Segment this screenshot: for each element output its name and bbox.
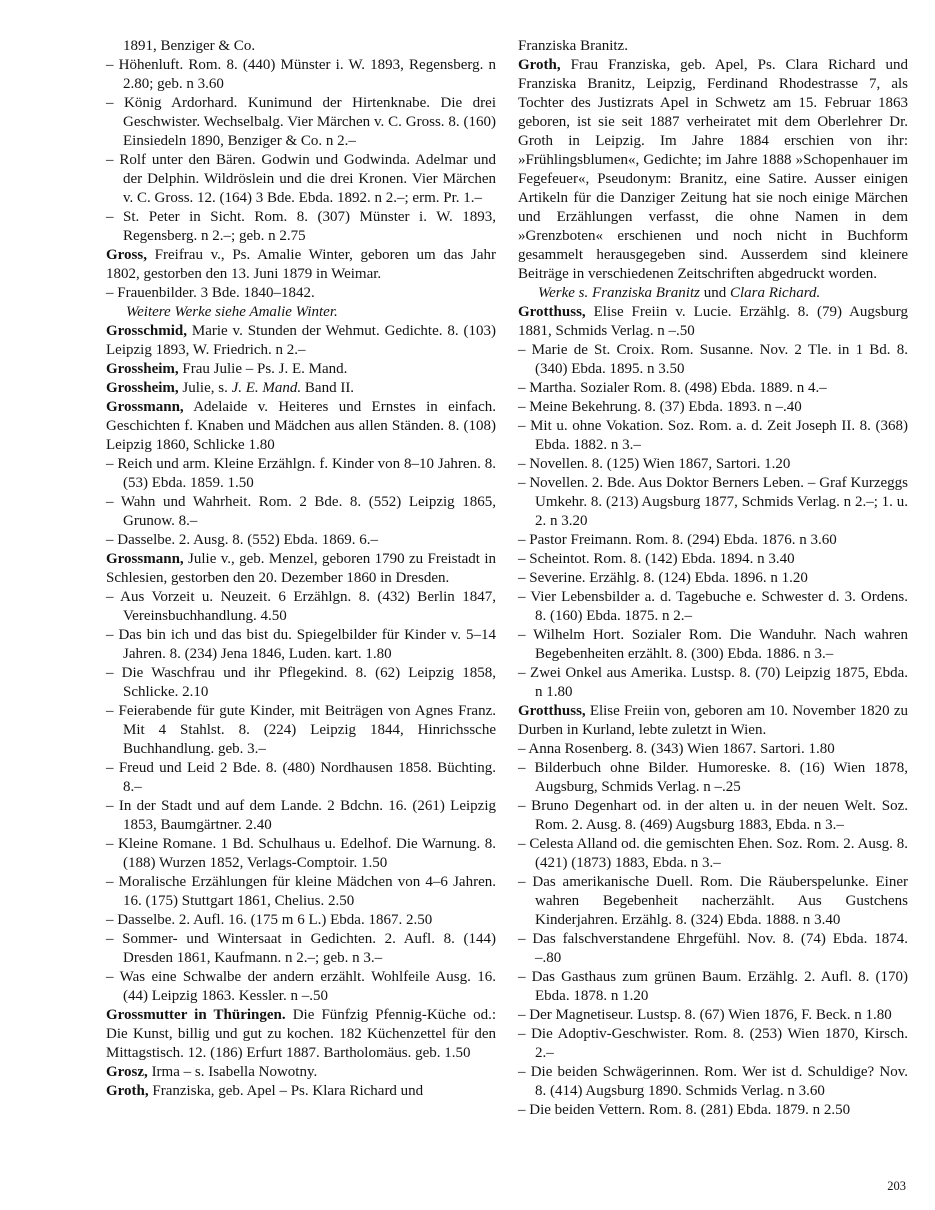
work-item — [518, 1025, 908, 1063]
right-column — [518, 37, 908, 1120]
italic-text-run: J. E. Mand. — [231, 380, 302, 396]
work-item — [106, 531, 496, 550]
text-run: Elise Freiin v. Lucie. Erzählg. 8. (79) Augsburg 1881, Schmids Verlag. n –.50 — [518, 304, 908, 339]
work-item — [106, 911, 496, 930]
text-run: – Frauenbilder. 3 Bde. 1840–1842. — [106, 285, 315, 301]
work-item — [106, 626, 496, 664]
text-run: Adelaide v. Heiteres und Ernstes in einfach. Geschichten f. Knaben und Mädchen aus allen Ständen. 8. (108) Leipzig 1860, Schlicke 1.80 — [106, 399, 496, 453]
work-item — [518, 398, 908, 417]
text-run: – Vier Lebensbilder a. d. Tagebuche e. Schwester d. 3. Ordens. 8. (160) Ebda. 1875. n 2.– — [518, 589, 908, 624]
text-run: – Celesta Alland od. die gemischten Ehen. Soz. Rom. 2. Ausg. 8. (421) (1873) 1883, Ebda. n 3.– — [518, 836, 908, 871]
work-item — [106, 702, 496, 759]
italic-text-run: Werke s. — [538, 285, 593, 301]
left-column — [106, 37, 496, 1120]
text-run: – Dasselbe. 2. Aufl. 16. (175 m 6 L.) Ebda. 1867. 2.50 — [106, 912, 433, 928]
work-item — [518, 1101, 908, 1120]
text-run: – Die beiden Vettern. Rom. 8. (281) Ebda. 1879. n 2.50 — [518, 1102, 851, 1118]
text-run: Die Fünfzig Pfennig-Küche od.: Die Kunst, billig und gut zu kochen. 182 Küchenzettel für den Mittagstisch. 12. (186) Erfurt 1887. Bartholomäus. geb. 1.50 — [106, 1007, 497, 1061]
work-item — [518, 417, 908, 455]
work-item — [518, 455, 908, 474]
see-also-note — [518, 284, 908, 303]
entry-paragraph — [106, 322, 496, 360]
work-item — [106, 94, 496, 151]
entry-paragraph — [106, 1082, 496, 1101]
text-run: Frau Julie – Ps. J. E. Mand. — [178, 361, 348, 377]
author-name: Grosz, — [106, 1064, 148, 1080]
text-run: – Die Waschfrau und ihr Pflegekind. 8. (62) Leipzig 1858, Schlicke. 2.10 — [106, 665, 496, 700]
text-run: – Freud und Leid 2 Bde. 8. (480) Nordhausen 1858. Büchting. 8.– — [106, 760, 496, 795]
text-run: – Rolf unter den Bären. Godwin und Godwinda. Adelmar und der Delphin. Wildröslein und die drei Kronen. Vier Märchen v. C. Gross. 12. (164) 3 Bde. Ebda. 1892. n 2.–; erm. Pr. 1.– — [106, 152, 496, 206]
author-name: Grotthuss, — [518, 703, 586, 719]
text-run: – Die Adoptiv-Geschwister. Rom. 8. (253) Wien 1870, Kirsch. 2.– — [518, 1026, 908, 1061]
author-name: Groth, — [106, 1083, 149, 1099]
text-run: – Dasselbe. 2. Ausg. 8. (552) Ebda. 1869. 6.– — [106, 532, 379, 548]
entry-paragraph — [518, 702, 908, 740]
work-item — [518, 569, 908, 588]
work-item — [106, 873, 496, 911]
italic-text-run: Weitere Werke siehe Amalie Winter. — [126, 304, 338, 320]
work-item — [518, 664, 908, 702]
entry-paragraph — [106, 550, 496, 588]
text-run: Julie, s. — [178, 380, 232, 396]
text-run: – Pastor Freimann. Rom. 8. (294) Ebda. 1876. n 3.60 — [518, 532, 837, 548]
author-name: Grosschmid, — [106, 323, 187, 339]
text-line — [518, 37, 908, 56]
text-run: – Anna Rosenberg. 8. (343) Wien 1867. Sartori. 1.80 — [518, 741, 835, 757]
text-run: – Wilhelm Hort. Sozialer Rom. Die Wanduhr. Nach wahren Begebenheiten erzählt. 8. (300) Ebda. 1886. n 3.– — [518, 627, 908, 662]
work-item — [518, 835, 908, 873]
text-run: Franziska Branitz. — [518, 38, 628, 54]
work-item — [106, 284, 496, 303]
work-item — [518, 379, 908, 398]
text-run: – Was eine Schwalbe der andern erzählt. Wohlfeile Ausg. 16. (44) Leipzig 1863. Kessler. n –.50 — [106, 969, 496, 1004]
text-run: – Feierabende für gute Kinder, mit Beiträgen von Agnes Franz. Mit 4 Stahlst. 8. (224) Leipzig 1844, Hinrichssche Buchhandlung. geb. 3.– — [106, 703, 496, 757]
text-run: – Marie de St. Croix. Rom. Susanne. Nov. 2 Tle. in 1 Bd. 8. (340) Ebda. 1895. n 3.50 — [518, 342, 908, 377]
text-run: – Aus Vorzeit u. Neuzeit. 6 Erzählgn. 8. (432) Berlin 1847, Vereinsbuchhandlung. 4.50 — [106, 589, 496, 624]
author-name: Grossmann, — [106, 399, 184, 415]
author-name: Grossheim, — [106, 380, 179, 396]
entry-paragraph — [106, 246, 496, 284]
text-run: – Das amerikanische Duell. Rom. Die Räuberspelunke. Einer wahren Begebenheit nacherzählt. Aus Gustchens Kinderjahren. Erzählg. 8. (324) Ebda. 1888. n 3.40 — [518, 874, 908, 928]
author-name: Gross, — [106, 247, 147, 263]
text-run: – Sommer- und Wintersaat in Gedichten. 2. Aufl. 8. (144) Dresden 1861, Kaufmann. n 2.–; geb. n 3.– — [106, 931, 496, 966]
author-name: Grossmann, — [106, 551, 184, 567]
work-item — [518, 740, 908, 759]
work-item — [106, 664, 496, 702]
text-run: – König Ardorhard. Kunimund der Hirtenknabe. Die drei Geschwister. Wechselbalg. Vier Märchen v. C. Gross. 8. (160) Einsiedeln 1890, Benziger & Co. n 2.– — [106, 95, 496, 149]
text-run: – Novellen. 8. (125) Wien 1867, Sartori. 1.20 — [518, 456, 791, 472]
text-run: – Das falschverstandene Ehrgefühl. Nov. 8. (74) Ebda. 1874. –.80 — [518, 931, 908, 966]
text-run: – Scheintot. Rom. 8. (142) Ebda. 1894. n 3.40 — [518, 551, 795, 567]
text-run: Elise Freiin von, geboren am 10. November 1820 zu Durben in Kurland, lebte zuletzt in Wien. — [518, 703, 908, 738]
work-item — [106, 151, 496, 208]
work-item — [518, 1006, 908, 1025]
work-item — [106, 930, 496, 968]
work-item — [518, 1063, 908, 1101]
work-item — [106, 835, 496, 873]
work-item — [518, 797, 908, 835]
text-run: – Moralische Erzählungen für kleine Mädchen von 4–6 Jahren. 16. (175) Stuttgart 1861, Chelius. 2.50 — [106, 874, 496, 909]
work-item — [518, 474, 908, 531]
text-run: – Novellen. 2. Bde. Aus Doktor Berners Leben. – Graf Kurzeggs Umkehr. 8. (213) Augsburg 1877, Schmids Verlag. n 2.–; 1. u. 2. n 3.20 — [518, 475, 908, 529]
text-run: und — [699, 285, 730, 301]
see-also-note — [106, 303, 496, 322]
text-run: – Der Magnetiseur. Lustsp. 8. (67) Wien 1876, F. Beck. n 1.80 — [518, 1007, 892, 1023]
work-item — [106, 208, 496, 246]
italic-text-run: Franziska Branitz — [592, 285, 700, 301]
text-run: Marie v. Stunden der Wehmut. Gedichte. 8. (103) Leipzig 1893, W. Friedrich. n 2.– — [106, 323, 496, 358]
entry-paragraph — [106, 398, 496, 455]
continuation-line — [106, 37, 496, 56]
work-item — [106, 759, 496, 797]
text-columns — [106, 37, 908, 1120]
work-item — [518, 531, 908, 550]
italic-text-run: Clara Richard. — [729, 285, 821, 301]
text-run: – Höhenluft. Rom. 8. (440) Münster i. W. 1893, Regensberg. n 2.80; geb. n 3.60 — [106, 57, 496, 92]
text-run: – Zwei Onkel aus Amerika. Lustsp. 8. (70) Leipzig 1875, Ebda. n 1.80 — [518, 665, 908, 700]
text-run: Frau Franziska, geb. Apel, Ps. Clara Richard und Franziska Branitz, Leipzig, Ferdinand Rhodestrasse 7, als Tochter des Justizrats Apel in Schwetz am 15. Februar 1863 geboren, ist sie seit 1887 verheiratet mit dem Oberlehrer Dr. Groth in Leipzig. Im Jahre 1884 erschien von ihr: »Frühlingsblumen«, Gedichte; im Jahre 1888 »Schopenhauer im Fegefeuer«, Pseudonym: Branitz, eine Satire. Ausser einigen Artikeln für die Danziger Zeitung hat sie noch einige Märchen und Erzählungen verfasst, die ohne Namen in dem »Grenzboten« erschienen und noch nicht in Buchform gesammelt herausgegeben sind. Ausserdem sind kleinere Beiträge in verschiedenen Zeitschriften abgedruckt worden. — [518, 57, 908, 282]
entry-paragraph — [106, 379, 496, 398]
entry-paragraph — [518, 56, 908, 284]
text-run: Freifrau v., Ps. Amalie Winter, geboren um das Jahr 1802, gestorben den 13. Juni 1879 in Weimar. — [106, 247, 496, 282]
text-run: – St. Peter in Sicht. Rom. 8. (307) Münster i. W. 1893, Regensberg. n 2.–; geb. n 2.75 — [106, 209, 496, 244]
text-run: – Das Gasthaus zum grünen Baum. Erzählg. 2. Aufl. 8. (170) Ebda. 1878. n 1.20 — [518, 969, 908, 1004]
author-name: Grotthuss, — [518, 304, 586, 320]
work-item — [518, 930, 908, 968]
author-name: Groth, — [518, 57, 561, 73]
text-run: – Reich und arm. Kleine Erzählgn. f. Kinder von 8–10 Jahren. 8. (53) Ebda. 1859. 1.50 — [106, 456, 496, 491]
text-run: – Wahn und Wahrheit. Rom. 2 Bde. 8. (552) Leipzig 1865, Grunow. 8.– — [106, 494, 496, 529]
text-run: – Bilderbuch ohne Bilder. Humoreske. 8. (16) Wien 1878, Augsburg, Schmids Verlag. n –.25 — [518, 760, 908, 795]
work-item — [518, 873, 908, 930]
text-run: Julie v., geb. Menzel, geboren 1790 zu Freistadt in Schlesien, gestorben den 20. Dezember 1860 in Dresden. — [106, 551, 496, 586]
page-number: 203 — [887, 1179, 906, 1193]
entry-paragraph — [518, 303, 908, 341]
author-name: Grossheim, — [106, 361, 179, 377]
text-run: – Kleine Romane. 1 Bd. Schulhaus u. Edelhof. Die Warnung. 8. (188) Wurzen 1852, Verlags-Comptoir. 1.50 — [106, 836, 496, 871]
work-item — [106, 455, 496, 493]
text-run: – Das bin ich und das bist du. Spiegelbilder für Kinder v. 5–14 Jahren. 8. (234) Jena 1846, Luden. kart. 1.80 — [106, 627, 496, 662]
work-item — [518, 759, 908, 797]
text-run: – In der Stadt und auf dem Lande. 2 Bdchn. 16. (261) Leipzig 1853, Baumgärtner. 2.40 — [106, 798, 496, 833]
text-run: Franziska, geb. Apel – Ps. Klara Richard und — [148, 1083, 424, 1099]
work-item — [518, 968, 908, 1006]
text-run: – Martha. Sozialer Rom. 8. (498) Ebda. 1889. n 4.– — [518, 380, 827, 396]
work-item — [518, 550, 908, 569]
text-run: Band II. — [301, 380, 355, 396]
text-run: 1891, Benziger & Co. — [123, 38, 256, 54]
entry-paragraph — [106, 1006, 496, 1063]
work-item — [106, 968, 496, 1006]
text-run: – Severine. Erzählg. 8. (124) Ebda. 1896. n 1.20 — [518, 570, 808, 586]
work-item — [106, 493, 496, 531]
text-run: – Bruno Degenhart od. in der alten u. in der neuen Welt. Soz. Rom. 2. Ausg. 8. (469) Augsburg 1883, Ebda. n 3.– — [518, 798, 908, 833]
text-run: Irma – s. Isabella Nowotny. — [147, 1064, 318, 1080]
entry-paragraph — [106, 360, 496, 379]
work-item — [518, 341, 908, 379]
text-run: – Mit u. ohne Vokation. Soz. Rom. a. d. Zeit Joseph II. 8. (368) Ebda. 1882. n 3.– — [518, 418, 908, 453]
work-item — [518, 588, 908, 626]
work-item — [106, 588, 496, 626]
text-run: – Meine Bekehrung. 8. (37) Ebda. 1893. n –.40 — [518, 399, 802, 415]
work-item — [106, 797, 496, 835]
entry-paragraph — [106, 1063, 496, 1082]
work-item — [106, 56, 496, 94]
text-run: – Die beiden Schwägerinnen. Rom. Wer ist d. Schuldige? Nov. 8. (414) Augsburg 1890. Schmids Verlag. n 3.60 — [518, 1064, 908, 1099]
author-name: Grossmutter in Thüringen. — [106, 1007, 286, 1023]
work-item — [518, 626, 908, 664]
